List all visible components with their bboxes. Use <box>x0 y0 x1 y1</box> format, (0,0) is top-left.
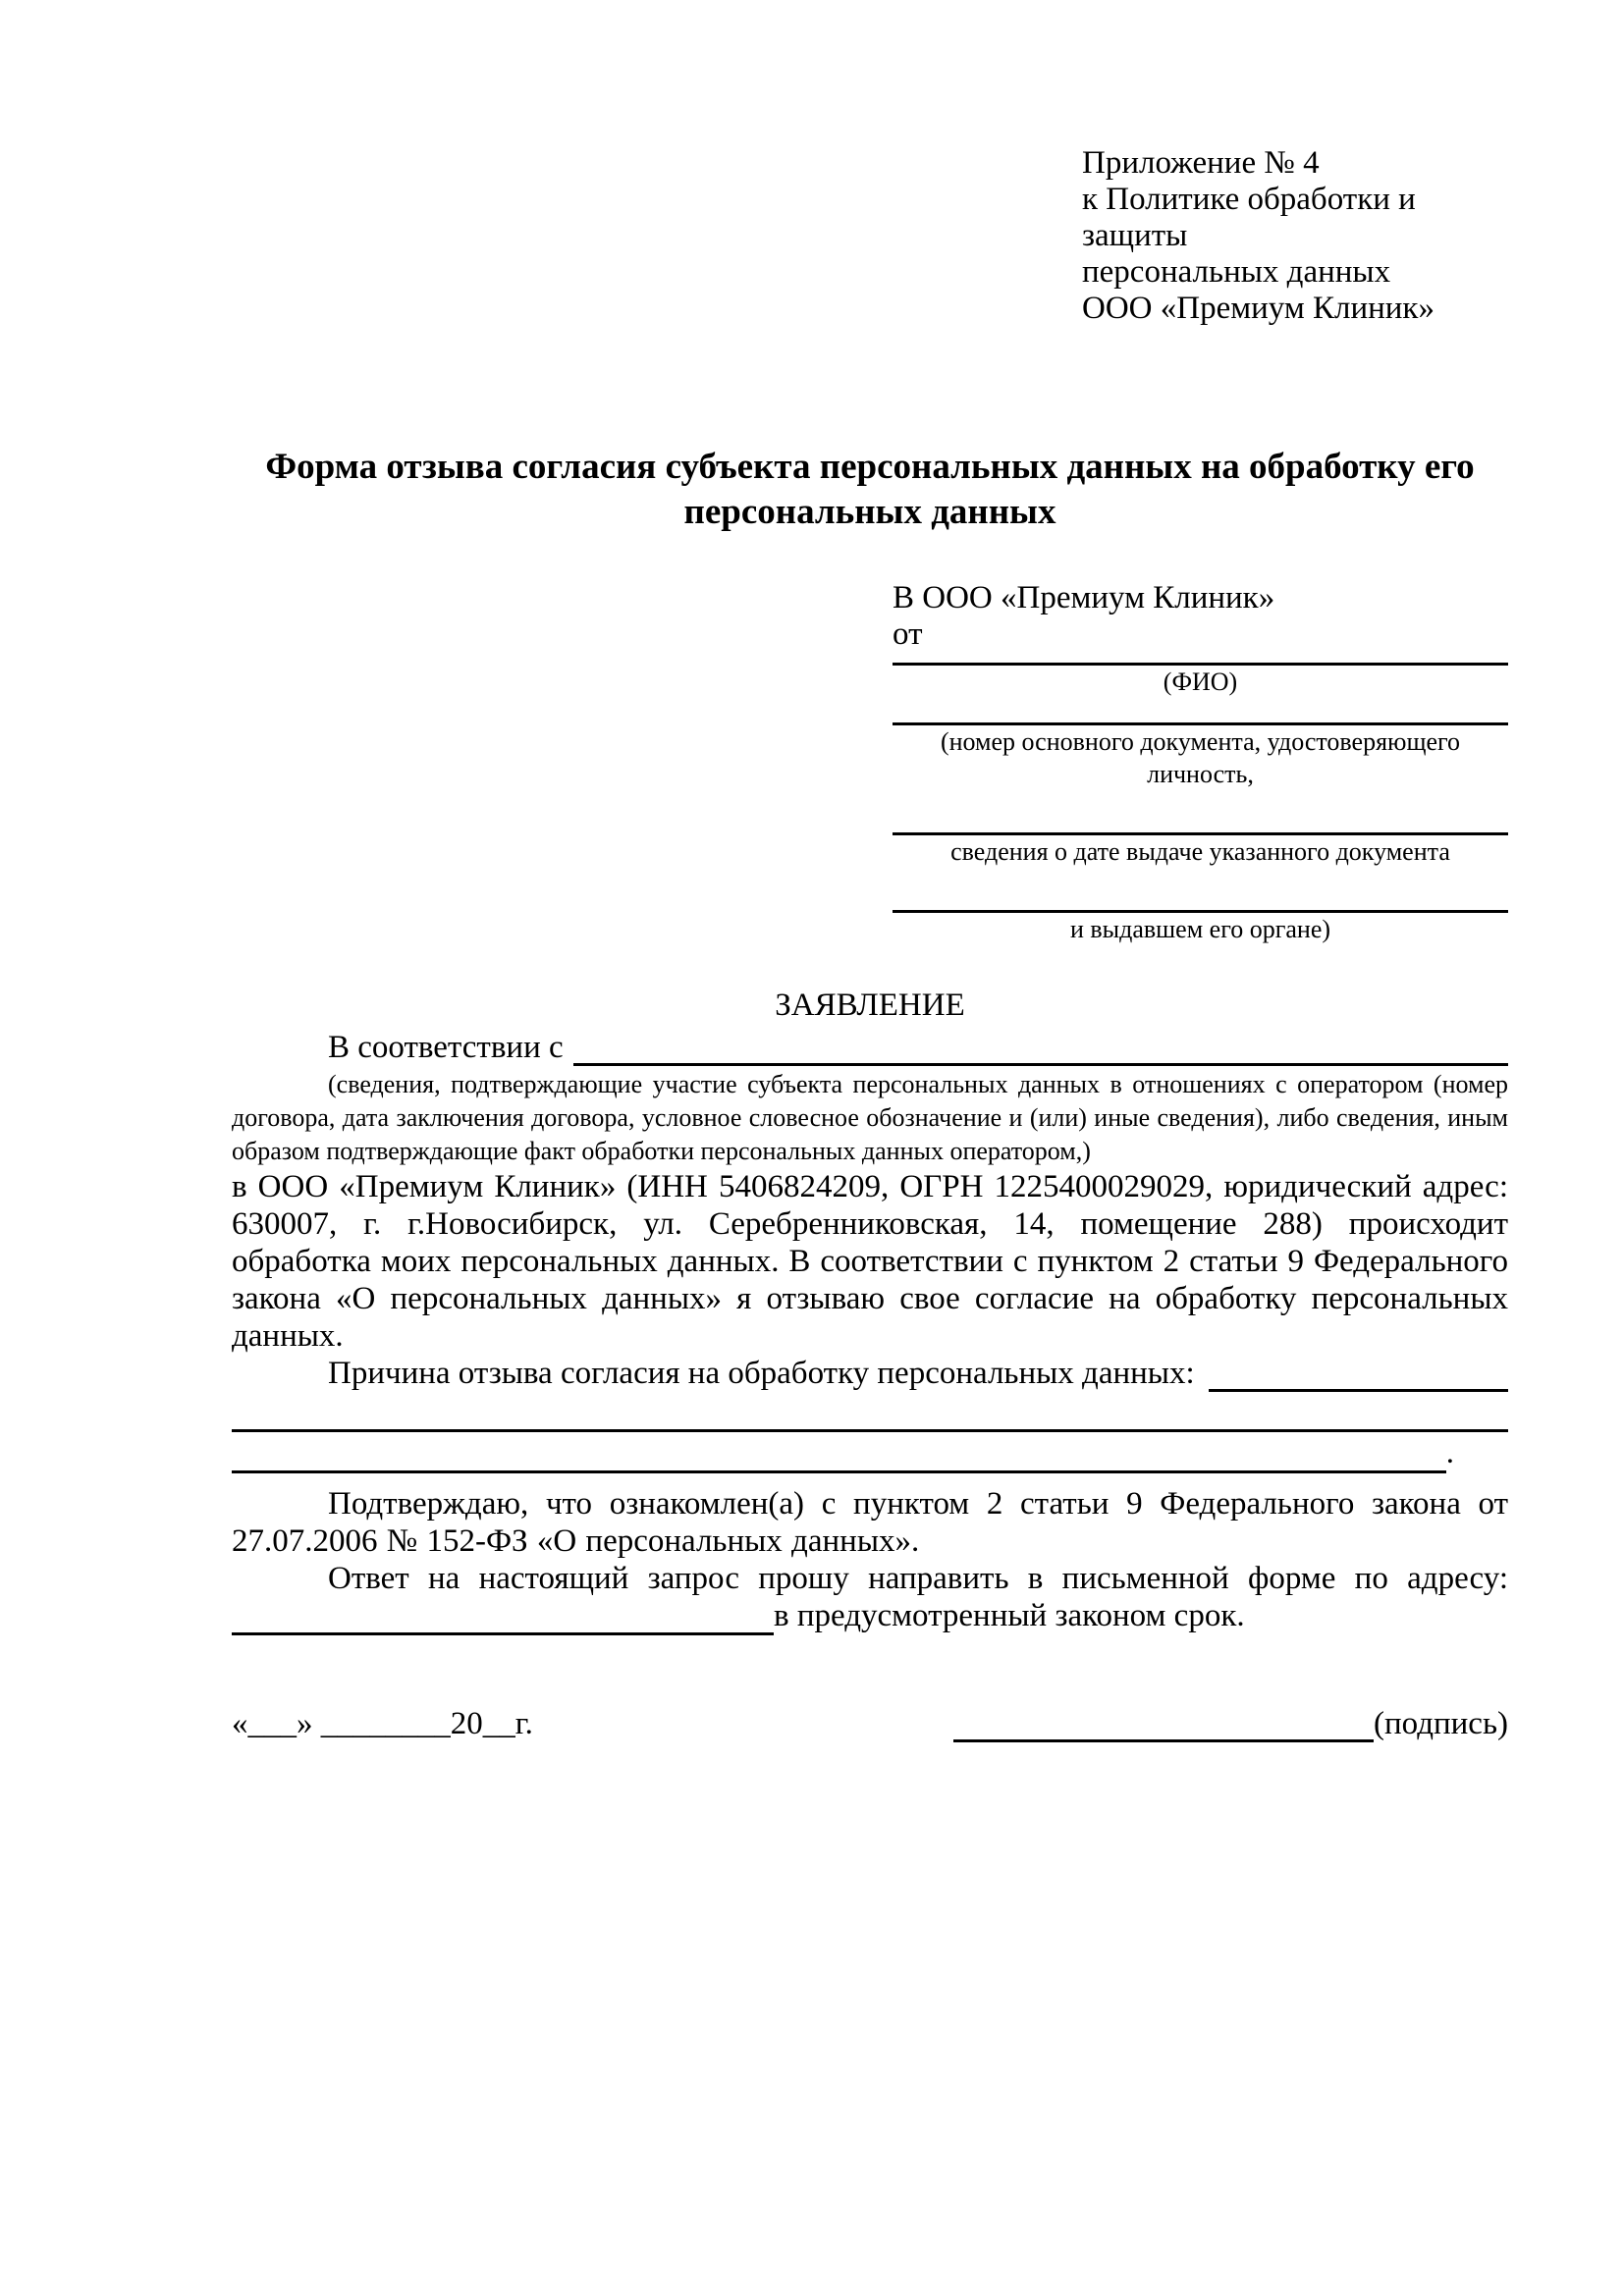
signature-caption: (подпись) <box>1374 1706 1508 1741</box>
annex-note <box>1082 145 1508 327</box>
fio-blank-line <box>893 653 1508 666</box>
id-document-number-field <box>893 698 1508 790</box>
reason-blank-line-2 <box>232 1392 1508 1432</box>
fio-field <box>893 653 1508 698</box>
accordance-prefix: В соответствии с <box>328 1030 564 1065</box>
statement-heading: ЗАЯВЛЕНИЕ <box>775 988 965 1023</box>
accordance-footnote: (сведения, подтверждающие участие субъекта персональных данных в отношениях с оператором (номер договора, дата заключения договора, условное словесное обозначение и (или) иные сведения), либо сведения, иным образом подтверждающие факт обработки персональных данных оператором,) <box>232 1070 1508 1165</box>
reply-address-row <box>232 1597 1508 1635</box>
date-placeholder: «___» ________20__г. <box>232 1706 533 1741</box>
reply-request-suffix: в предусмотренный законом срок. <box>774 1598 1245 1633</box>
id-document-issuer-field <box>893 885 1508 945</box>
annex-note-line: ООО «Премиум Клиник» <box>1082 291 1435 326</box>
id-document-date-blank-line <box>893 808 1508 835</box>
accordance-row <box>232 1029 1508 1066</box>
annex-note-line: к Политике обработки и защиты <box>1082 182 1416 253</box>
annex-note-line: персональных данных <box>1082 254 1391 290</box>
signature-group <box>953 1704 1508 1742</box>
id-document-date-caption: сведения о дате выдаче указанного документа <box>950 837 1450 866</box>
document-title: Форма отзыва согласия субъекта персональных данных на обработку его персональных данных <box>265 447 1475 532</box>
processing-paragraph: в ООО «Премиум Клиник» (ИНН 5406824209, ОГРН 1225400029029, юридический адрес: 630007, г. г.Новосибирск, ул. Серебренниковская, 14, помещение 288) происходит обработка моих персональных данных. В соответствии с пунктом 2 статьи 9 Федерального закона «О персональных данных» я отзываю свое согласие на обработку персональных данных. <box>232 1169 1508 1354</box>
addressee-block <box>893 580 1508 945</box>
addressee-to: В ООО «Премиум Клиник» <box>893 580 1275 615</box>
accordance-blank-line <box>573 1029 1508 1066</box>
id-document-number-blank-line <box>893 698 1508 725</box>
id-document-number-caption: (номер основного документа, удостоверяющего личность, <box>940 727 1461 788</box>
id-document-issuer-caption: и выдавшем его органе) <box>1069 915 1331 943</box>
reason-blank-line <box>1209 1355 1508 1392</box>
fio-caption: (ФИО) <box>1163 667 1238 696</box>
signature-blank-line <box>953 1704 1374 1742</box>
annex-note-line: Приложение № 4 <box>1082 145 1320 181</box>
id-document-issuer-blank-line <box>893 885 1508 913</box>
id-document-date-field <box>893 808 1508 868</box>
reply-address-blank-line <box>232 1597 774 1635</box>
addressee-from-label: от <box>893 616 923 652</box>
reply-request-prefix: Ответ на настоящий запрос прошу направить в письменной форме по адресу: <box>328 1561 1508 1596</box>
reason-row <box>232 1355 1508 1392</box>
signature-footer <box>232 1704 1508 1742</box>
reason-prefix: Причина отзыва согласия на обработку персональных данных: <box>328 1356 1195 1391</box>
reason-blank-line-3 <box>232 1432 1454 1473</box>
reason-terminator: . <box>1445 1435 1454 1470</box>
reason-blank-line-3-rule <box>232 1432 1446 1473</box>
confirmation-paragraph: Подтверждаю, что ознакомлен(а) с пунктом 2 статьи 9 Федерального закона от 27.07.2006 № 152-ФЗ «О персональных данных». <box>232 1486 1508 1559</box>
